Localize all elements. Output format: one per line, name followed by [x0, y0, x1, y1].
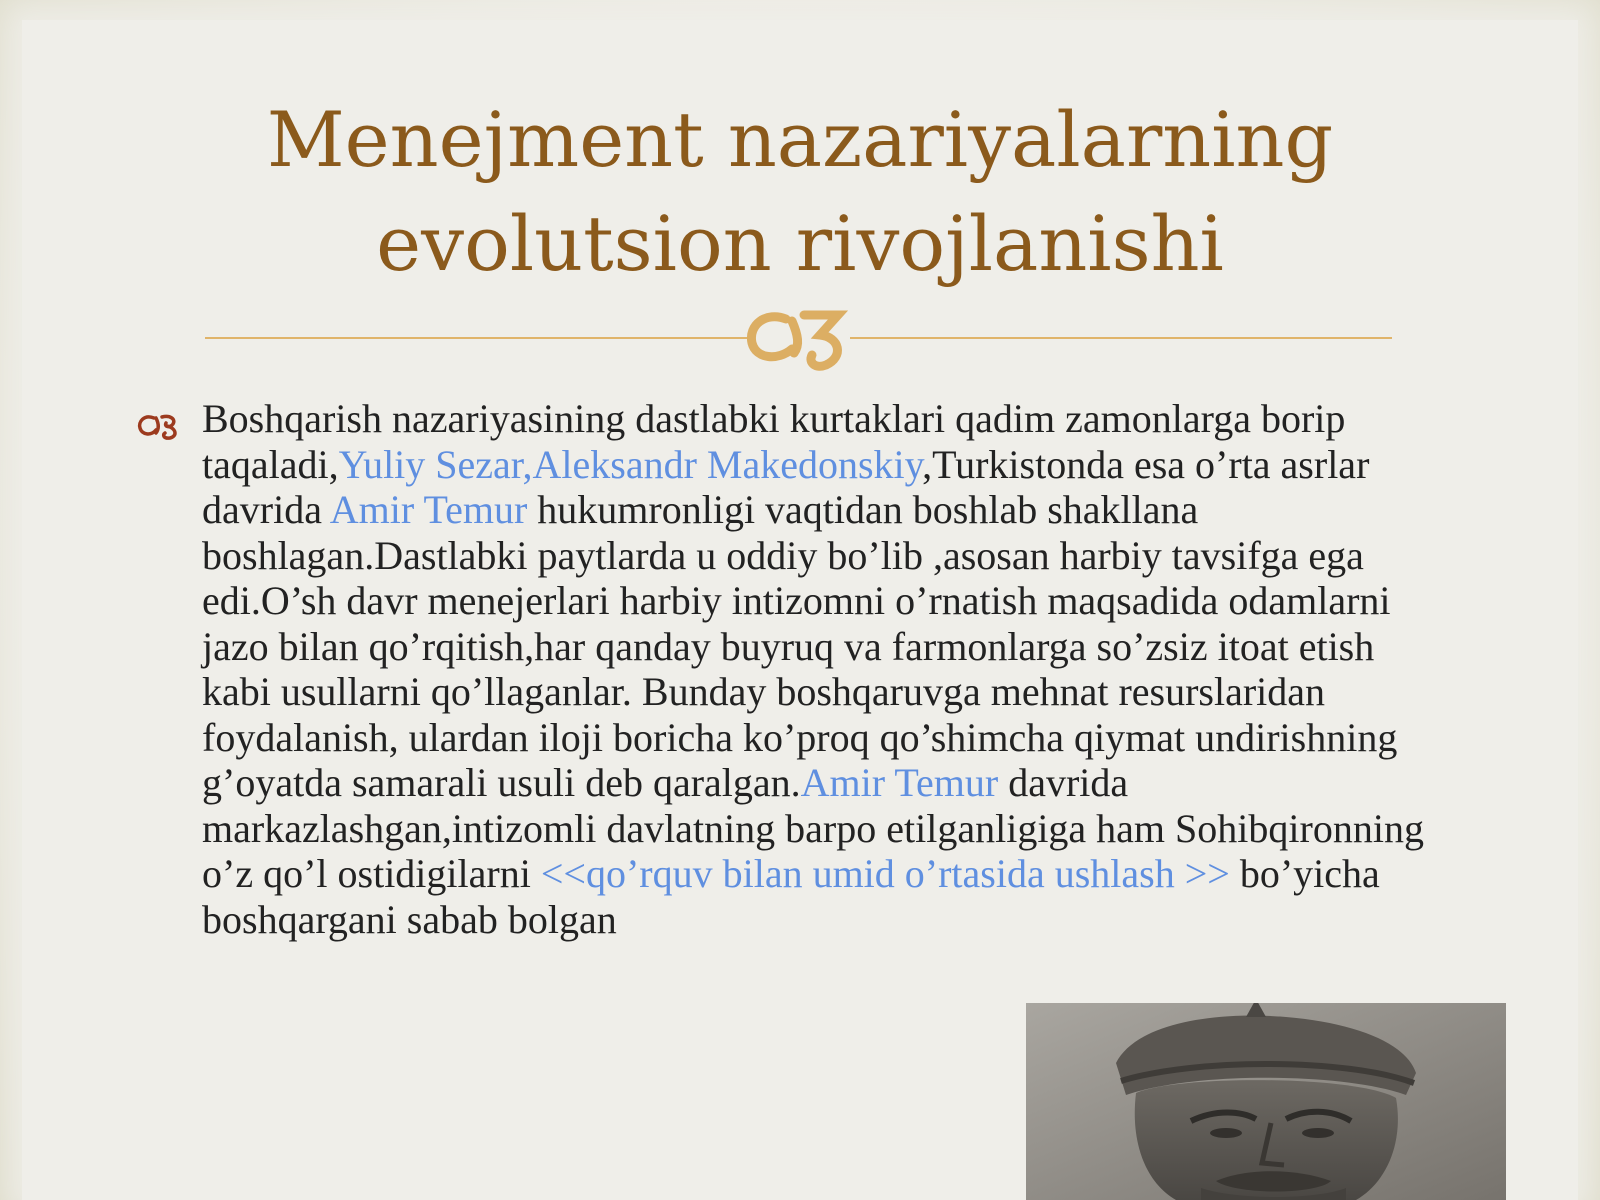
body-paragraph — [202, 396, 1442, 942]
title-divider-right — [850, 337, 1392, 339]
body-text-segment: ,Turkistonda esa o’rta asrlar davrida — [202, 441, 1370, 532]
highlighted-text: Amir Temur — [329, 487, 528, 532]
highlighted-text: Yuliy Sezar,Aleksandr Makedonskiy — [338, 441, 923, 487]
body-text-segment: bo’yicha boshqargani sabab bolgan — [202, 851, 1380, 942]
highlighted-text: Amir Temur — [800, 760, 999, 805]
portrait-image — [1026, 1003, 1506, 1200]
slide-title-line-2: evolutsion rivojlanishi — [376, 199, 1224, 288]
body-text-segment: davrida markazlashgan,intizomli davlatning barpo etilganligiga ham Sohibqironning o’z qo’l ostidigilarni — [202, 760, 1424, 896]
highlighted-text: <<qo’rquv bilan umid o’rtasida ushlash >> — [540, 851, 1230, 896]
body-text-segment: Boshqarish nazariyasining dastlabki kurtaklari qadim zamonlarga borip taqaladi, — [202, 396, 1346, 487]
title-divider-left — [205, 337, 750, 339]
slide-title-line-1: Menejment nazariyalarning — [266, 95, 1334, 184]
body-text-segment: hukumronligi vaqtidan boshlab shakllana boshlagan.Dastlabki paytlarda u oddiy bo’lib ,asosan harbiy tavsifga ega edi.O’sh davr menejerlari harbiy intizomni o’rnatish maqsadida odamlarni jazo bilan qo’rqitish,har qanday buyruq va farmonlarga so’zsiz itoat etish kabi usullarni qo’llaganlar. Bunday boshqaruvga mehnat resurslaridan foydalanish, ulardan iloji boricha ko’proq qo’shimcha qiymat undirishning g’oyatda samarali usuli deb qaralgan. — [202, 487, 1398, 805]
flourish-icon — [742, 295, 862, 375]
stone-bust-image — [1026, 1003, 1506, 1200]
fleuron-bullet-icon — [136, 408, 182, 442]
slide-title — [150, 88, 1450, 296]
